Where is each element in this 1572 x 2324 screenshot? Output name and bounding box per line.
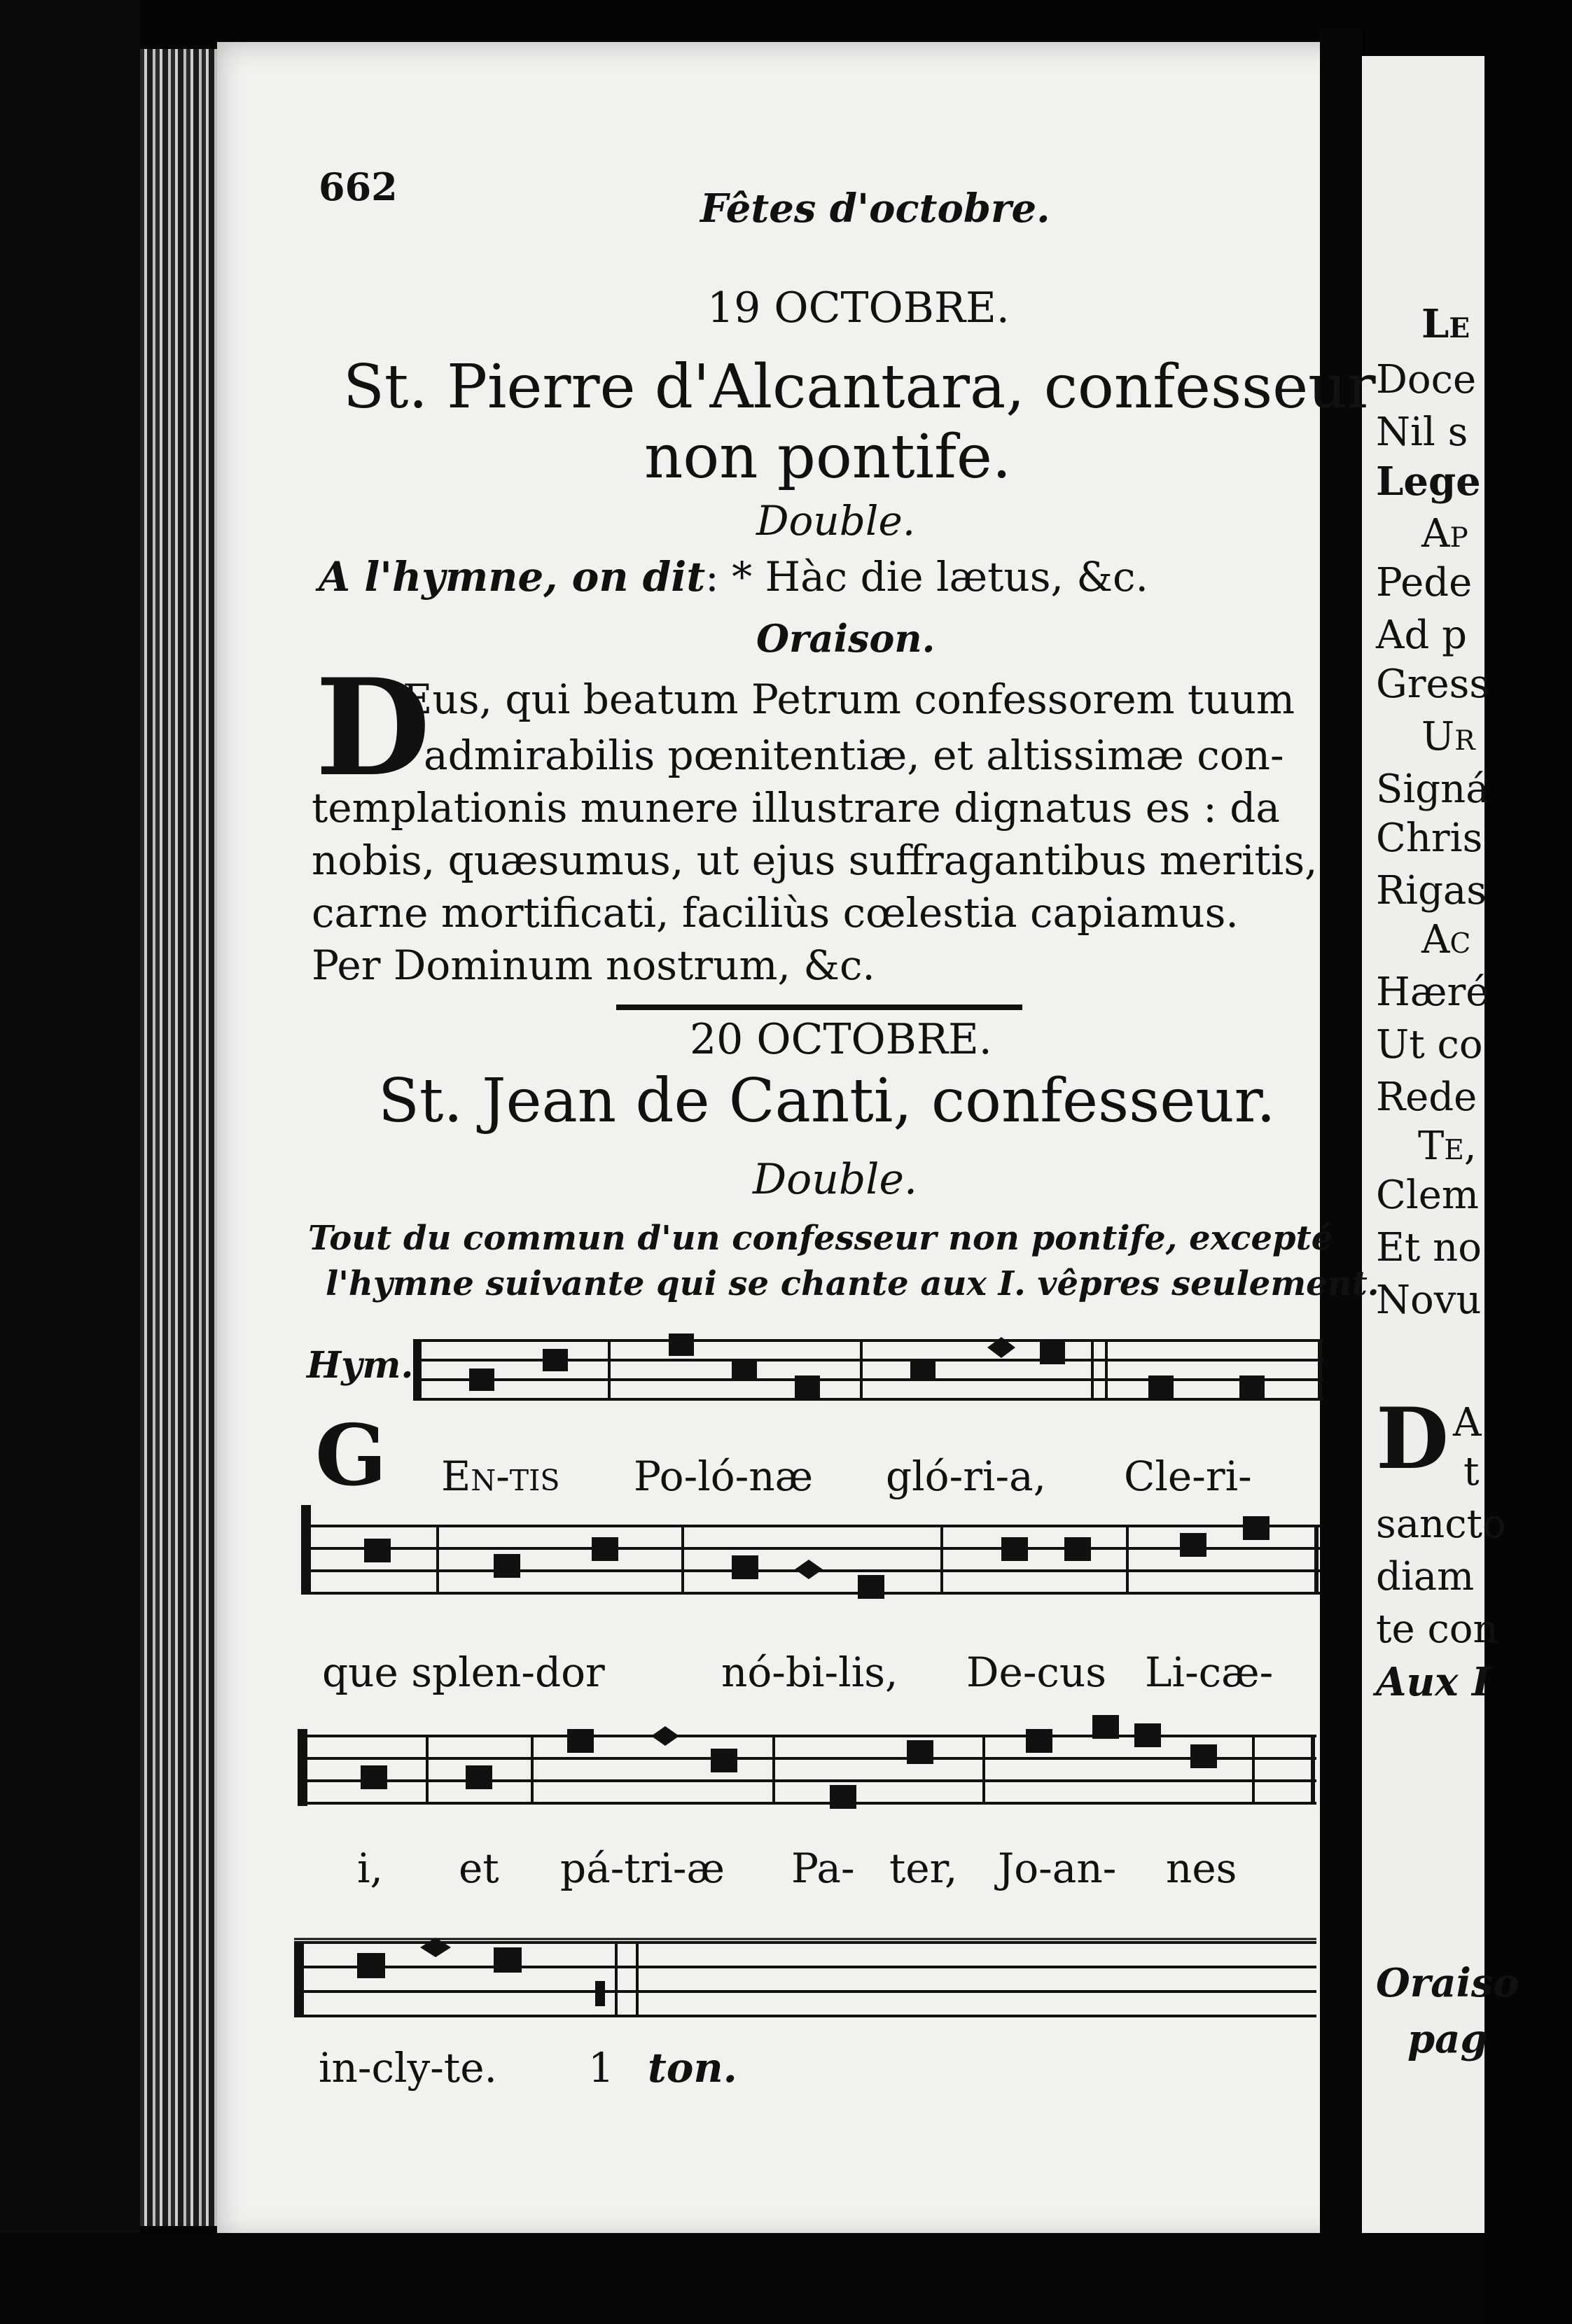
facing-text-9: Ur [1421, 714, 1475, 760]
lyric-1-4: Cle-ri- [1124, 1452, 1252, 1500]
lyric-3-4: Pa- [791, 1844, 855, 1892]
music-staff-2 [301, 1505, 1320, 1603]
lyric-3-6: Jo-an- [998, 1844, 1117, 1892]
facing-text-10: Signá [1376, 766, 1489, 812]
facing-text-4: Lege [1376, 458, 1481, 505]
facing-text-16: Rede [1376, 1074, 1477, 1120]
facing-text-13: Ac [1421, 917, 1471, 962]
facing-text-21: A [1453, 1400, 1482, 1446]
lyric-4-1: in-cly-te. [319, 2044, 497, 2092]
facing-text-2: Doce [1376, 357, 1477, 402]
prayer-line-4: nobis, quæsumus, ut ejus suffragantibus meritis, [312, 836, 1318, 884]
prayer-line-6: Per Dominum nostrum, &c. [312, 941, 875, 989]
facing-text-25: te con [1376, 1606, 1498, 1652]
feast1-title-line2: non pontife. [644, 422, 1012, 492]
lyric-1-1: En-tis [441, 1452, 560, 1500]
feast2-date: 20 OCTOBRE. [690, 1015, 992, 1064]
facing-text-1: Le [1421, 301, 1470, 347]
facing-text-17: Te, [1418, 1124, 1477, 1169]
lyric-3-2: et [459, 1844, 499, 1892]
facing-dropcap: D [1376, 1390, 1449, 1488]
feast2-rank: Double. [753, 1155, 918, 1204]
lyric-4-2: 1 [588, 2044, 614, 2092]
page-number: 662 [319, 164, 398, 209]
facing-text-14: Hæré [1376, 969, 1489, 1015]
prayer-line-1: Eus, qui beatum Petrum confessorem tuum [403, 676, 1295, 723]
feast1-hymn-note [319, 553, 1148, 601]
prayer-line-3: templationis munere illustrare dignatus es : da [312, 784, 1280, 832]
facing-text-24: diam [1376, 1554, 1475, 1600]
feast1-rank: Double. [756, 497, 916, 545]
page-edges [140, 49, 224, 2226]
section-divider [616, 1004, 1022, 1010]
facing-text-20: Novu [1376, 1278, 1482, 1323]
hymn-label: Hym. [307, 1344, 414, 1387]
facing-text-19: Et no [1376, 1225, 1482, 1270]
facing-text-26: Aux I [1376, 1659, 1491, 1705]
facing-text-11: Chris [1376, 816, 1483, 861]
feast2-rubric-line2: l'hymne suivante qui se chante aux I. vêpres seulement. [326, 1264, 1379, 1303]
hymn-note-rubric: A l'hymne, on dit [319, 553, 706, 601]
feast2-rubric-line1: Tout du commun d'un confesseur non pontife, excepté [308, 1219, 1333, 1258]
facing-text-12: Rigas [1376, 868, 1487, 913]
lyric-2-3: De-cus [966, 1648, 1107, 1696]
lyric-2-2: nó-bi-lis, [721, 1648, 898, 1696]
hymn-dropcap: G [315, 1406, 387, 1505]
lyric-1-3: gló-ri-a, [886, 1452, 1047, 1500]
book-binding [0, 0, 140, 2324]
lyric-3-5: ter, [889, 1844, 958, 1892]
prayer-line-2: admirabilis pœnitentiæ, et altissimæ con- [424, 732, 1284, 779]
feast1-title-line1: St. Pierre d'Alcantara, confesseur [343, 352, 1376, 422]
lyric-4-3: ton. [648, 2044, 737, 2092]
music-staff-3 [298, 1715, 1316, 1813]
facing-text-23: sancto [1376, 1502, 1506, 1547]
running-title: Fêtes d'octobre. [700, 186, 1050, 232]
facing-text-15: Ut co [1376, 1022, 1483, 1068]
prayer-line-5: carne mortificati, faciliùs cœlestia capiamus. [312, 889, 1239, 937]
prayer-dropcap: D [315, 650, 431, 806]
hymn-note-incipit: : * Hàc die lætus, &c. [705, 553, 1148, 601]
facing-text-7: Ad p [1376, 612, 1467, 658]
bottom-shadow [0, 2233, 1484, 2324]
lyric-2-1: que splen-dor [322, 1648, 605, 1696]
facing-text-3: Nil s [1376, 410, 1468, 455]
facing-text-6: Pede [1376, 560, 1473, 606]
facing-text-22: t [1463, 1449, 1480, 1494]
feast2-title: St. Jean de Canti, confesseur. [378, 1066, 1276, 1136]
feast1-date: 19 OCTOBRE. [707, 284, 1010, 332]
facing-text-28: pag [1407, 2016, 1488, 2062]
facing-text-27: Oraiso [1376, 1960, 1519, 2006]
lyric-3-1: i, [357, 1844, 383, 1892]
lyric-2-4: Li-cæ- [1145, 1648, 1274, 1696]
lyric-1-2: Po-ló-næ [634, 1452, 814, 1500]
lyric-3-3: pá-tri-æ [560, 1844, 725, 1892]
feast1-oraison-label: Oraison. [756, 616, 935, 661]
facing-text-18: Clem [1376, 1172, 1479, 1218]
facing-text-5: Ap [1421, 511, 1468, 556]
lyric-3-7: nes [1166, 1844, 1237, 1892]
music-staff-4 [294, 1911, 1316, 2030]
facing-text-8: Gress [1376, 662, 1490, 707]
music-staff-1 [413, 1334, 1323, 1410]
